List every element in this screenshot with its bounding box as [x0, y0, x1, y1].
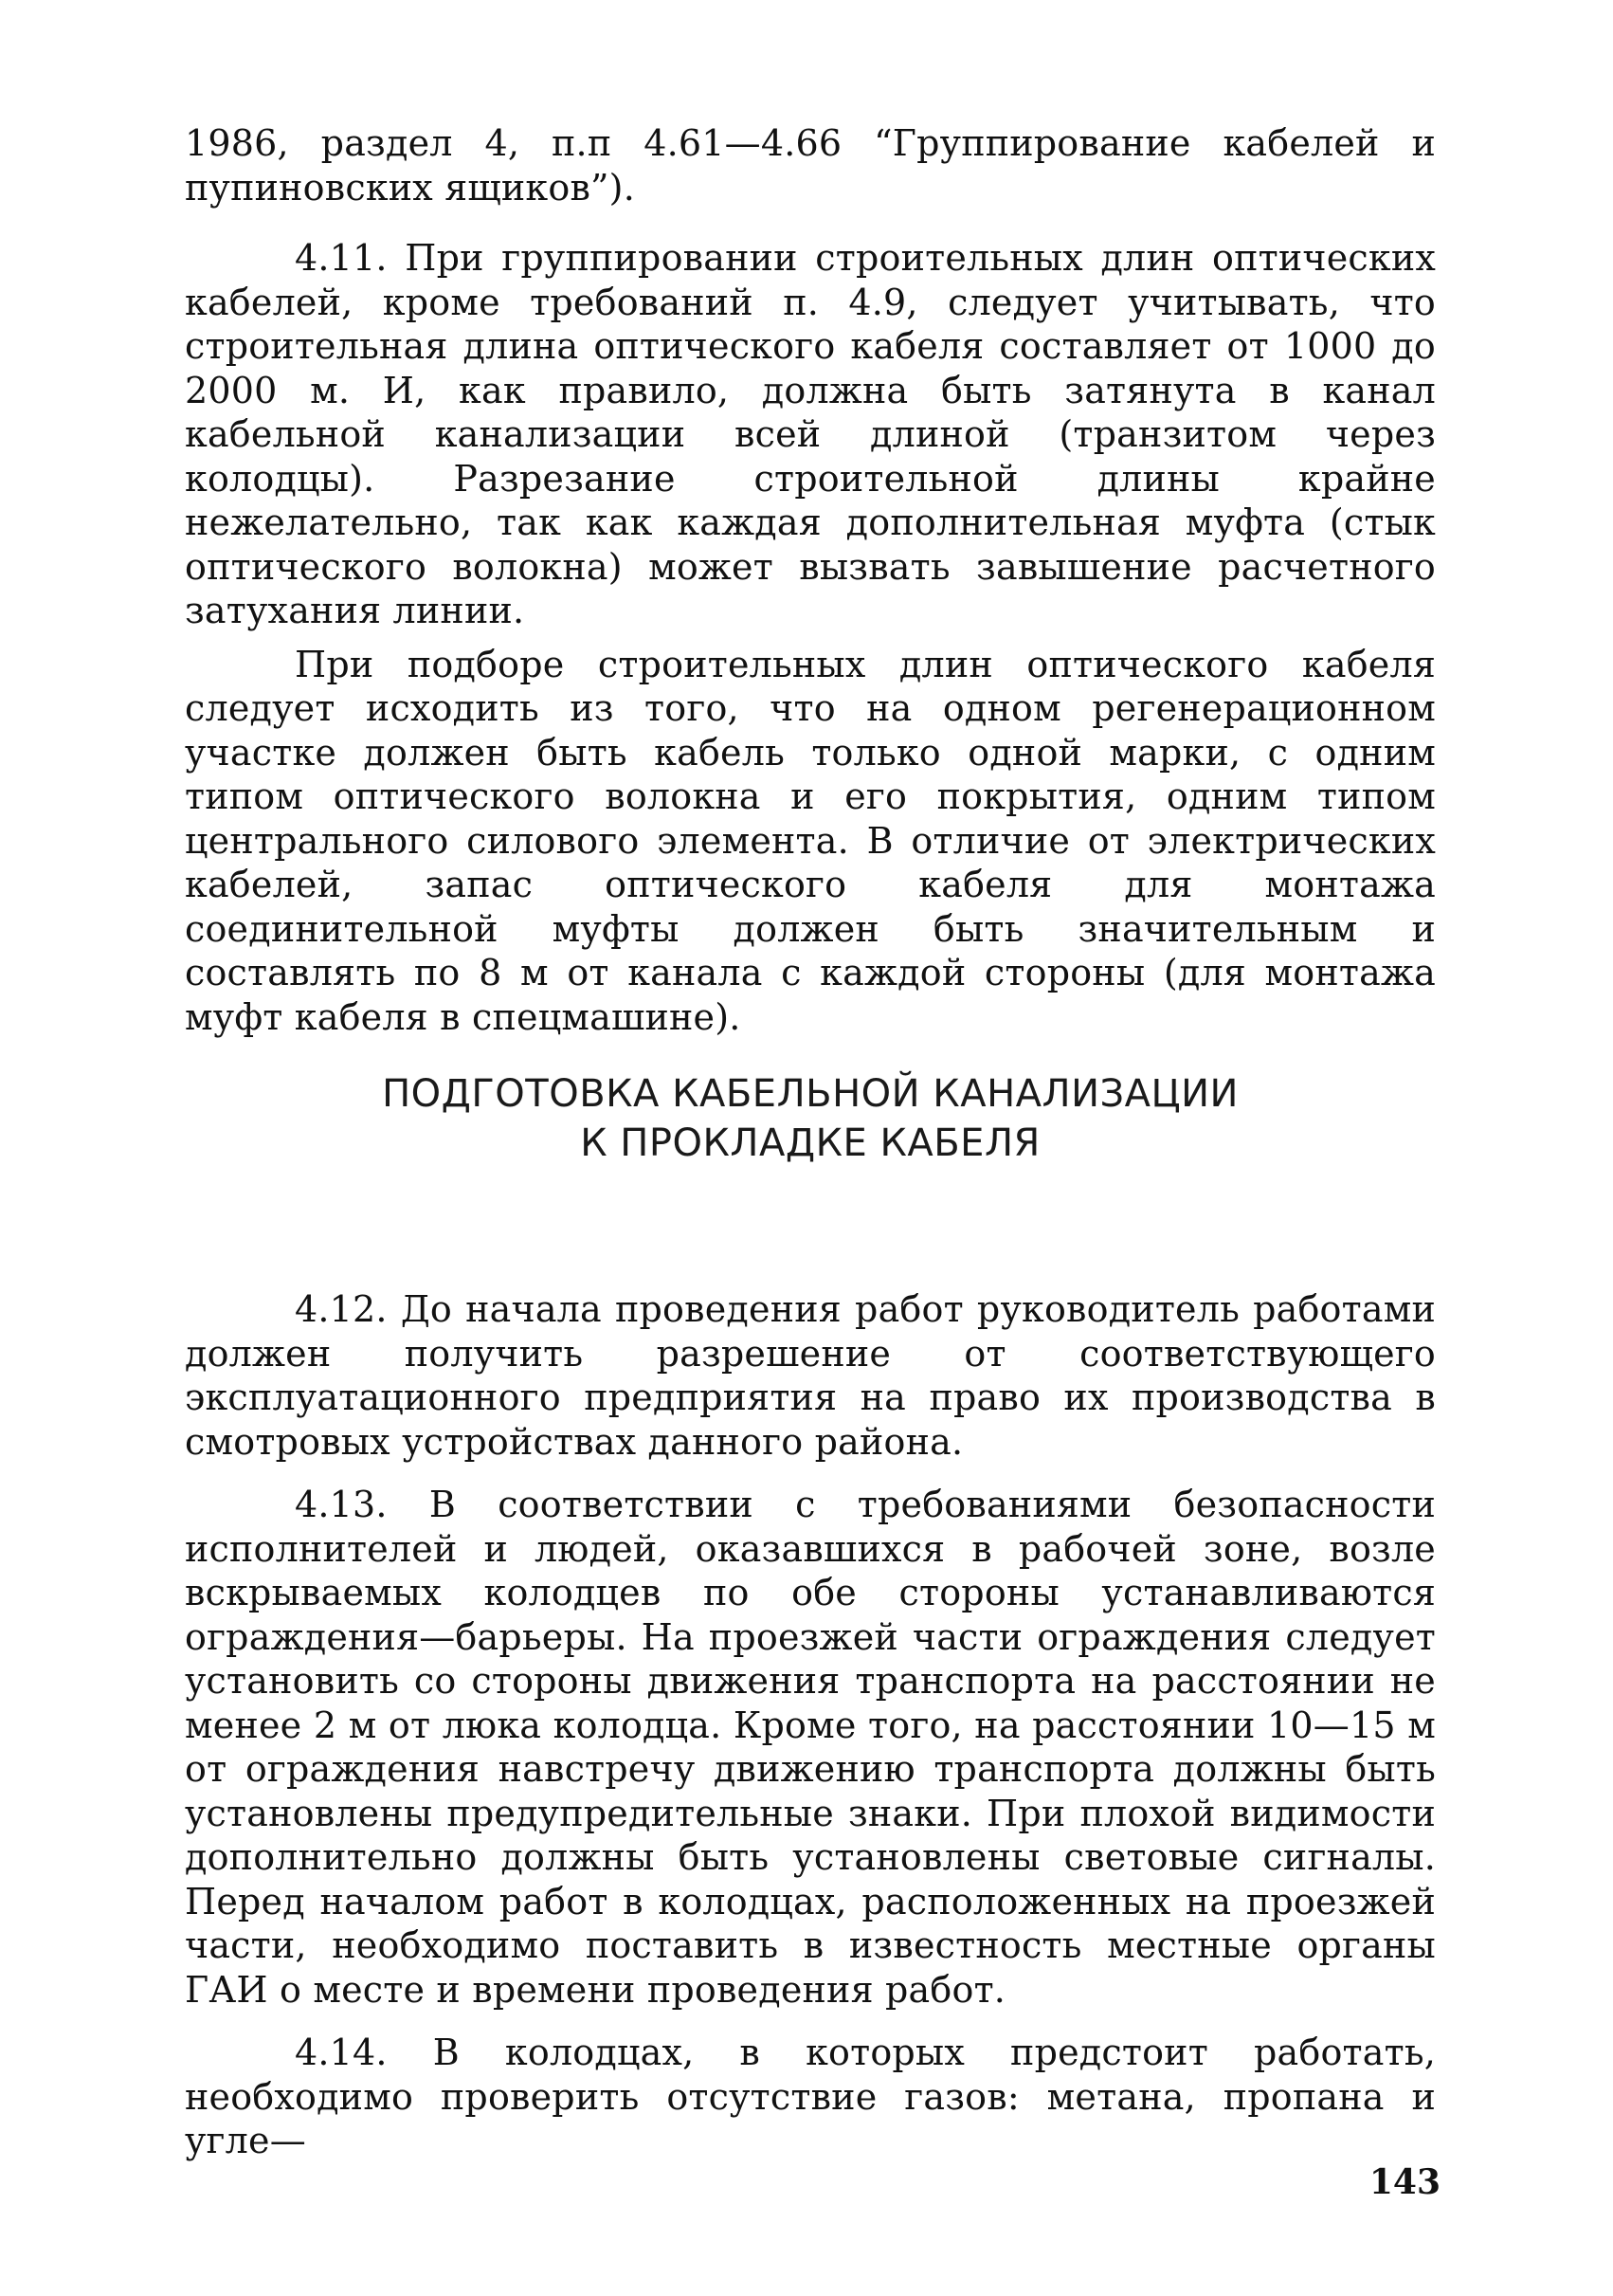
paragraph-continuation: 1986, раздел 4, п.п 4.61—4.66 “Группирование кабелей и пупиновских ящиков”). [185, 122, 1436, 209]
text-block-bottom [185, 1287, 1436, 2163]
paragraph-4-11-b: При подборе строительных длин оптического кабеля следует исходить из того, что на одном регенерационном участке должен быть кабель только одной марки, с одним типом оптического волокна и его покрытия, одним типом центрального силового элемента. В отличие от электрических кабелей, запас оптического кабеля для монтажа соединительной муфты должен быть значительным и составлять по 8 м от канала с каждой стороны (для монтажа муфт кабеля в спецмашине). [185, 643, 1436, 1038]
text-block-top [185, 121, 1436, 1039]
paragraph-4-12: 4.12. До начала проведения работ руководитель работами должен получить разрешение от соответствующего эксплуатационного предприятия на право их производства в смотровых устройствах данного района. [185, 1288, 1436, 1463]
section-heading-line1: ПОДГОТОВКА КАБЕЛЬНОЙ КАНАЛИЗАЦИИ [382, 1072, 1239, 1116]
page-number: 143 [1368, 2162, 1441, 2202]
paragraph-4-13: 4.13. В соответствии с требованиями безопасности исполнителей и людей, оказавшихся в рабочей зоне, возле вскрываемых колодцев по обе стороны устанавливаются ограждения—барьеры. На проезжей части ограждения следует установить со стороны движения транспорта на расстоянии не менее 2 м от люка колодца. Кроме того, на расстоянии 10—15 м от ограждения навстречу движению транспорта должны быть установлены предупредительные знаки. При плохой видимости дополнительно должны быть установлены световые сигналы. Перед началом работ в колодцах, расположенных на проезжей части, необходимо поставить в известность местные органы ГАИ о месте и времени проведения работ. [185, 1484, 1436, 2011]
paragraph-4-14: 4.14. В колодцах, в которых предстоит работать, необходимо проверить отсутствие газов: метана, пропана и угле— [185, 2032, 1436, 2161]
section-heading [185, 1069, 1436, 1168]
section-heading-line2: К ПРОКЛАДКЕ КАБЕЛЯ [580, 1121, 1041, 1165]
paragraph-4-11: 4.11. При группировании строительных длин оптических кабелей, кроме требований п. 4.9, следует учитывать, что строительная длина оптического кабеля составляет от 1000 до 2000 м. И, как правило, должна быть затянута в канал кабельной канализации всей длиной (транзитом через колодцы). Разрезание строительной длины крайне нежелательно, так как каждая дополнительная муфта (стык оптического волокна) может вызвать завышение расчетного затухания линии. [185, 237, 1436, 631]
